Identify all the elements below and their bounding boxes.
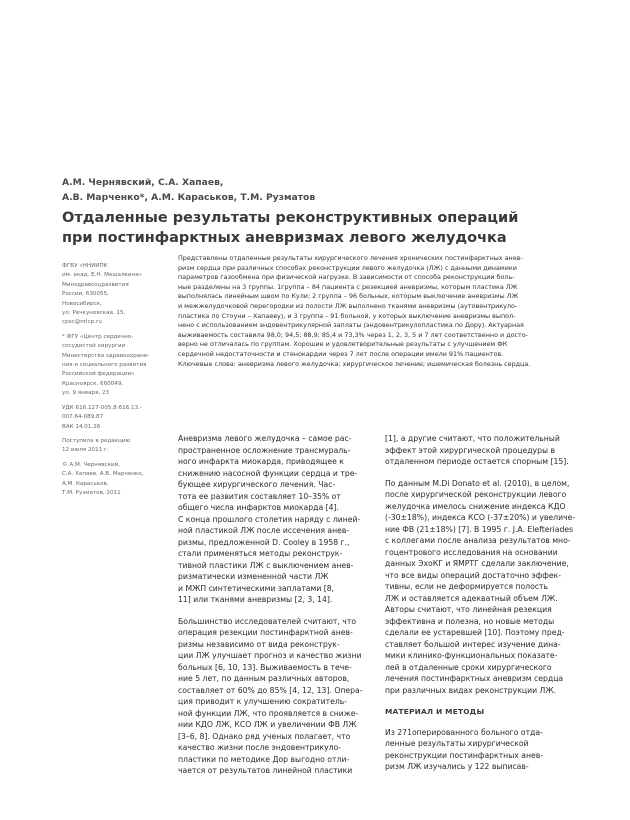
text-line: ного инфаркта миокарда, приводящее к bbox=[178, 457, 344, 466]
udk-codes bbox=[62, 404, 162, 432]
text-line: пластика по Стоуни – Хапаеву), и 3 группа – 91 больной, у которых выключение аневризмы выпол- bbox=[178, 311, 516, 320]
title-line-2: при постинфарктных аневризмах левого желудочка bbox=[62, 230, 507, 246]
text-line: Аневризма левого желудочка – самое рас- bbox=[178, 434, 352, 443]
text-line: выполнялась линейным швом по Кули; 2 группа – 96 больных, которым выключение аневризмы ЛЖ bbox=[178, 292, 519, 301]
body-column-right bbox=[385, 433, 575, 783]
text-line: Новосибирск, bbox=[62, 300, 102, 307]
text-line: данных ЭхоКГ и ЯМРТГ сделали заключение, bbox=[385, 559, 569, 568]
text-line: * ФГУ «Центр сердечно- bbox=[62, 333, 134, 340]
text-line: ленные результаты хирургической bbox=[385, 739, 529, 748]
text-line: стали применяться методы реконструк- bbox=[178, 549, 343, 558]
text-line: при различных видах реконструкции ЛЖ. bbox=[385, 685, 557, 695]
authors-line-2: А.В. Марченко*, А.М. Караськов, Т.М. Рузматов bbox=[62, 192, 316, 203]
text-line: желудочка имелось снижение индекса КДО bbox=[385, 501, 566, 511]
text-line: сосудистой хирургии bbox=[62, 343, 126, 350]
text-line: С.А. Хапаев, А.В. Марченко, bbox=[62, 471, 144, 478]
text-line: тивны, если не деформируется полость bbox=[385, 582, 549, 591]
text-line: ция приводит к улучшению сократитель- bbox=[178, 697, 348, 706]
text-line: Поступила в редакцию bbox=[62, 437, 131, 444]
text-line: ние 5 лет, по данным различных авторов, bbox=[178, 674, 350, 683]
paragraph bbox=[385, 433, 575, 468]
text-line: ФГБУ «ННИИПК bbox=[62, 263, 108, 269]
text-line: Из 271оперированного больного отда- bbox=[385, 727, 543, 737]
text-line: России, 630055, bbox=[62, 291, 109, 298]
article-sidebar bbox=[62, 262, 162, 503]
text-line: что все виды операций достаточно эффек- bbox=[385, 570, 562, 580]
text-line: ции ЛЖ улучшает прогноз и качество жизни bbox=[178, 651, 362, 660]
affiliation-2 bbox=[62, 333, 162, 399]
text-line: 12 июля 2011 г. bbox=[62, 447, 109, 454]
text-line: С конца прошлого столетия наряду с линей- bbox=[178, 514, 361, 524]
text-line: составляет от 60% до 85% [4, 12, 13]. Опера- bbox=[178, 685, 363, 695]
text-line: отдаленном периоде остается спорным [15]. bbox=[385, 457, 569, 466]
paragraph bbox=[385, 727, 575, 773]
copyright bbox=[62, 461, 162, 499]
text-line: тота ее развития составляет 10–35% от bbox=[178, 491, 341, 501]
authors bbox=[62, 175, 582, 205]
text-line: общего числа инфарктов миокарда [4]. bbox=[178, 503, 339, 512]
text-line: и МЖП синтетическими заплатами [8, bbox=[178, 583, 335, 593]
text-line: снижению насосной функции сердца и тре- bbox=[178, 468, 358, 478]
text-line: после хирургической реконструкции левого bbox=[385, 490, 567, 499]
paragraph bbox=[178, 616, 368, 777]
text-line: пластики по методике Дор выгодно отли- bbox=[178, 754, 350, 764]
paragraph bbox=[385, 478, 575, 697]
text-line: Российской федерации» bbox=[62, 371, 135, 378]
text-line: больных [6, 10, 13]. Выживаемость в тече- bbox=[178, 662, 352, 672]
text-line: 11] или тканями аневризмы [2, 3, 14]. bbox=[178, 595, 333, 604]
text-line: реконструкции постинфарктных анев- bbox=[385, 750, 544, 760]
text-line: и межжелудочковой перегородки из полости ЛЖ выполнено тканями аневризмы (аутовентрикуло- bbox=[178, 301, 518, 310]
text-line: А.М. Караськов, bbox=[62, 480, 109, 487]
text-line: эффективна и полезна, но новые методы bbox=[385, 616, 555, 626]
text-line: пространенное осложнение трансмураль- bbox=[178, 445, 351, 455]
text-line: УДК 616.127-005.8:616.13.- bbox=[62, 404, 142, 411]
text-line: нено с использованием эндовентрикулярной заплаты (эндовентрикулопластика по Дору). Актуарная bbox=[178, 321, 524, 330]
text-line: чается от результатов линейной пластики bbox=[178, 766, 353, 775]
text-line: [3–6, 8]. Однако ряд ученых полагает, что bbox=[178, 731, 351, 741]
text-line: лечения постинфарктных аневризм сердца bbox=[385, 674, 564, 683]
text-line: ЛЖ и оставляется адекватный объем ЛЖ. bbox=[385, 593, 558, 603]
text-line: © А.М. Чернявский, bbox=[62, 461, 121, 468]
text-line: Красноярск, 660049, bbox=[62, 380, 124, 387]
section-heading: МАТЕРИАЛ И МЕТОДЫ bbox=[385, 707, 485, 716]
text-line: cpsc@nricp.ru bbox=[62, 319, 102, 326]
text-line: ул. Речкуновская, 15, bbox=[62, 310, 126, 317]
text-line: операция резекции постинфарктной анев- bbox=[178, 628, 353, 637]
text-line: 007.64-089.87 bbox=[62, 414, 104, 421]
text-line: сделали ее устаревшей [10]. Поэтому пред- bbox=[385, 628, 565, 637]
text-line: ул. 9 января, 23 bbox=[62, 390, 110, 397]
text-line: выживаемость составила 98,0; 94,5; 88,9; 85,4 и 73,3% через 1, 2, 3, 5 и 7 лет соответственно и досто- bbox=[178, 330, 528, 339]
text-line: мики клинико-функциональных показате- bbox=[385, 651, 558, 660]
text-line: качество жизни после эндовентрикуло- bbox=[178, 743, 342, 752]
text-line: ВАК 14.01.26 bbox=[62, 423, 101, 430]
text-line: им. акад. Е.Н. Мешалкина» bbox=[62, 272, 143, 279]
text-line: ные разделены на 3 группы. 1группа – 84 пациента с резекцией аневризмы, которым пластика ЛЖ bbox=[178, 282, 518, 291]
text-line: [1], а другие считают, что положительный bbox=[385, 434, 560, 443]
text-line: Большинство исследователей считают, что bbox=[178, 616, 357, 626]
text-line: сердечной недостаточности и стенокардии через 7 лет после операции имели 91% пациентов. bbox=[178, 349, 504, 358]
text-line: тивной пластики ЛЖ с выключением анев- bbox=[178, 560, 354, 570]
text-line: эффект этой хирургической процедуры в bbox=[385, 445, 556, 455]
text-line: ризмы, предложенной D. Cooley в 1958 г., bbox=[178, 537, 350, 547]
abstract bbox=[178, 254, 598, 369]
text-line: ризм сердца при различных способах реконструкции левого желудочка (ЛЖ) с данными динамики bbox=[178, 263, 517, 272]
authors-line-1: А.М. Чернявский, С.А. Хапаев, bbox=[62, 177, 224, 188]
article-title bbox=[62, 208, 602, 248]
received-date bbox=[62, 437, 162, 456]
affiliation-1 bbox=[62, 262, 162, 328]
text-line: Т.М. Рузматов, 2011 bbox=[62, 489, 121, 496]
text-line: ризматически измененной части ЛЖ bbox=[178, 572, 329, 581]
text-line: Авторы считают, что линейная резекция bbox=[385, 605, 552, 614]
text-line: ной пластикой ЛЖ после иссечения анев- bbox=[178, 526, 350, 535]
text-line: верно не отличалась по группам. Хорошие и удовлетворительные результаты с улучшением ФК bbox=[178, 340, 508, 349]
paragraph bbox=[178, 433, 368, 606]
body-column-left bbox=[178, 433, 368, 787]
text-line: гоцентрового исследования на основании bbox=[385, 547, 558, 557]
text-line: ризмы независимо от вида реконструк- bbox=[178, 639, 340, 649]
text-line: лей в отдаленные сроки хирургического bbox=[385, 662, 552, 672]
text-line: ной функции ЛЖ, что проявляется в сниже- bbox=[178, 708, 359, 718]
text-line: ризм ЛЖ изучались у 122 выписав- bbox=[385, 762, 529, 771]
text-line: ние ФВ (21±18%) [7]. В 1995 г. J.A. Elefteriades bbox=[385, 524, 574, 534]
text-line: нии КДО ЛЖ, КСО ЛЖ и увеличении ФВ ЛЖ bbox=[178, 720, 357, 729]
title-line-1: Отдаленные результаты реконструктивных операций bbox=[62, 210, 519, 226]
text-line: ставляет большой интерес изучение дина- bbox=[385, 639, 561, 649]
text-line: Минздравсоцразвития bbox=[62, 281, 129, 288]
text-line: ния и социального развития bbox=[62, 362, 147, 369]
text-line: бующее хирургического лечения. Час- bbox=[178, 480, 336, 489]
text-line: (-30±18%), индекса КСО (-37±20%) и увеличе- bbox=[385, 513, 576, 522]
text-line: с коллегами после анализа результатов мно- bbox=[385, 536, 571, 545]
text-line: параметров газообмена при физической нагрузке. В зависимости от способа реконструкции боль- bbox=[178, 273, 515, 282]
text-line: Министерства здравоохране- bbox=[62, 352, 150, 359]
text-line: По данным M.Di Donato et al. (2010), в целом, bbox=[385, 478, 570, 488]
text-line: Ключевые слова: аневризма левого желудочка; хирургическое лечение; ишемическая болезнь сердца. bbox=[178, 359, 531, 368]
text-line: Представлены отдаленные результаты хирургического лечения хронических постинфарктных анев- bbox=[178, 254, 523, 262]
